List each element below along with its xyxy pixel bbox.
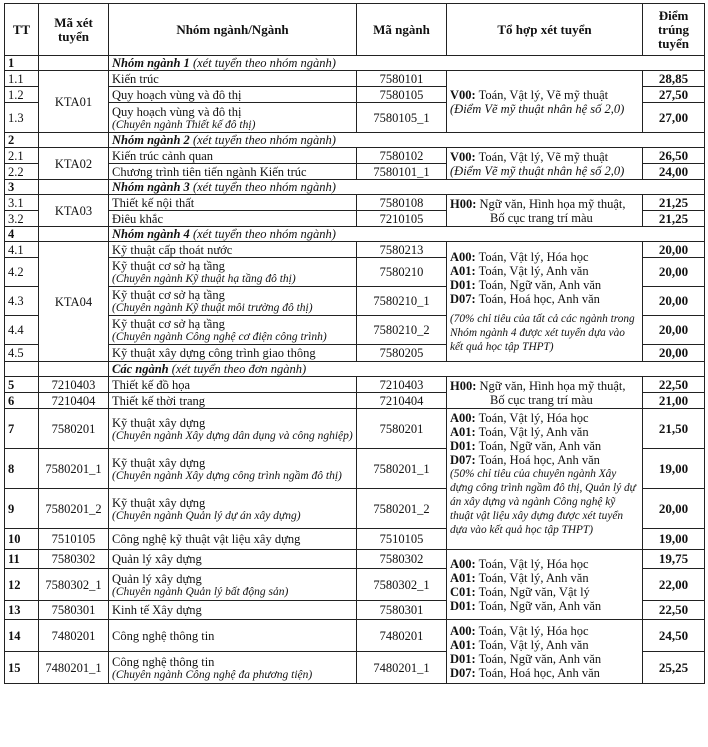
cell-text: Công nghệ thông tin: [112, 654, 215, 669]
cell-text: (xét tuyển theo nhóm ngành): [192, 56, 336, 70]
table-cell: Quy hoạch vùng và đô thị: [109, 87, 357, 103]
cell-text: Toán, Vật lý, Anh văn: [475, 637, 589, 652]
table-cell: 4: [5, 227, 39, 242]
table-cell: Thiết kế nội thất: [109, 195, 357, 211]
cell-text: (Chuyên ngành Thiết kế đô thị): [112, 118, 256, 131]
table-cell: [109, 569, 357, 601]
table-cell: 3.2: [5, 211, 39, 227]
table-cell: 7480201_1: [357, 652, 447, 684]
cell-text: [450, 453, 639, 467]
table-cell: 7580101_1: [357, 164, 447, 180]
cell-text: (xét tuyển theo nhóm ngành): [192, 180, 336, 194]
table-cell: 7580101: [357, 71, 447, 87]
group-tt: 1: [5, 56, 39, 71]
table-cell: 7580201_1: [357, 449, 447, 489]
table-cell: Kiến trúc cảnh quan: [109, 148, 357, 164]
table-cell: [109, 227, 705, 242]
table-cell: KTA03: [39, 195, 109, 227]
combo-cell: [447, 71, 643, 133]
table-cell: 7480201: [39, 620, 109, 652]
table-cell: 28,85: [643, 71, 705, 87]
header-diem: Điểm trúng tuyển: [643, 4, 705, 56]
table-cell: 19,75: [643, 550, 705, 569]
table-cell: 3.1: [5, 195, 39, 211]
table-cell: Kinh tế Xây dựng: [109, 601, 357, 620]
cell-text: [450, 638, 639, 652]
cell-text: A01:: [450, 637, 476, 652]
table-cell: 7580201_2: [357, 489, 447, 529]
table-cell: [109, 258, 357, 287]
cell-text: [450, 425, 639, 439]
cell-text: D01:: [450, 439, 476, 453]
cell-text: (Chuyên ngành Quản lý dự án xây dựng): [112, 509, 301, 522]
table-cell: 21,25: [643, 211, 705, 227]
cell-text: [450, 557, 639, 571]
table-cell: 7210403: [39, 377, 109, 393]
table-cell: 7580201_2: [39, 489, 109, 529]
table-cell: 20,00: [643, 316, 705, 345]
cell-text: Toán, Vật lý, Anh văn: [475, 570, 589, 585]
table-cell: 7580301: [357, 601, 447, 620]
cell-text: (Điểm Vẽ mỹ thuật nhân hệ số 2,0): [450, 101, 625, 116]
cell-text: Ngữ văn, Hình họa mỹ thuật,: [476, 196, 626, 211]
table-cell: 14: [5, 620, 39, 652]
table-cell: 2.2: [5, 164, 39, 180]
table-row: [5, 242, 705, 258]
cell-text: [450, 278, 639, 292]
cell-text: Ngữ văn, Hình họa mỹ thuật,: [476, 378, 626, 393]
cell-text: [450, 652, 639, 666]
table-cell: 24,00: [643, 164, 705, 180]
cell-text: Toán, Ngữ văn, Vật lý: [475, 584, 590, 599]
table-cell: [39, 362, 109, 377]
table-cell: 27,00: [643, 103, 705, 133]
table-cell: 4.1: [5, 242, 39, 258]
table-cell: Công nghệ thông tin: [109, 620, 357, 652]
cell-text: [450, 88, 639, 102]
cell-text: A01:: [450, 263, 476, 278]
table-cell: 7580302: [39, 550, 109, 569]
admission-score-table: [4, 3, 705, 684]
table-cell: 7580108: [357, 195, 447, 211]
table-cell: Quản lý xây dựng: [109, 550, 357, 569]
table-cell: 7210403: [357, 377, 447, 393]
group-code: KTA01: [39, 71, 109, 133]
cell-text: Quy hoạch vùng và đô thị: [112, 104, 242, 119]
table-row: [5, 409, 705, 449]
table-cell: 24,50: [643, 620, 705, 652]
cell-text: (Chuyên ngành Xây dựng công trình ngầm đô thị): [112, 469, 342, 482]
cell-text: (Điểm Vẽ mỹ thuật nhân hệ số 2,0): [450, 163, 625, 178]
table-cell: 1.2: [5, 87, 39, 103]
cell-text: (Chuyên ngành Công nghệ cơ điện công trình): [112, 331, 327, 343]
cell-text: (50% chỉ tiêu của chuyên ngành Xây dựng công trình ngầm đô thị, Quản lý dự án xây dựng và ngành Công nghệ kỹ thuật vật liệu xây dựng được xét tuyển dựa vào kết quả học tập THPT): [450, 468, 636, 536]
cell-text: Kỹ thuật cơ sở hạ tầng: [112, 288, 225, 302]
table-cell: 4.4: [5, 316, 39, 345]
cell-text: (Chuyên ngành Xây dựng dân dụng và công nghiệp): [112, 429, 353, 442]
table-cell: 2: [5, 133, 39, 148]
table-cell: 21,25: [643, 195, 705, 211]
cell-text: V00:: [450, 87, 476, 102]
table-cell: 22,50: [643, 377, 705, 393]
table-cell: 7580205: [357, 345, 447, 362]
table-cell: 5: [5, 377, 39, 393]
table-cell: 1.3: [5, 103, 39, 133]
table-cell: [109, 409, 357, 449]
table-cell: 20,00: [643, 258, 705, 287]
table-cell: 7580201_1: [39, 449, 109, 489]
cell-text: Toán, Vật lý, Hóa học: [475, 249, 589, 264]
cell-text: (xét tuyển theo nhóm ngành): [192, 227, 336, 241]
cell-text: Quản lý xây dựng: [112, 571, 202, 586]
cell-text: A00:: [450, 411, 476, 425]
cell-text: [450, 197, 639, 211]
table-cell: 12: [5, 569, 39, 601]
table-cell: [109, 449, 357, 489]
table-cell: [109, 103, 357, 133]
cell-text: Nhóm ngành 4: [112, 227, 190, 241]
cell-text: [450, 292, 639, 306]
cell-text: Bố cục trang trí màu: [490, 392, 593, 407]
table-cell: 20,00: [643, 489, 705, 529]
cell-text: D07:: [450, 291, 476, 306]
table-row: [5, 148, 705, 164]
table-cell: KTA04: [39, 242, 109, 362]
cell-text: A01:: [450, 570, 476, 585]
table-cell: Kiến trúc: [109, 71, 357, 87]
table-cell: 15: [5, 652, 39, 684]
cell-text: Toán, Vật lý, Anh văn: [475, 263, 589, 278]
cell-text: [450, 411, 639, 425]
table-cell: [39, 227, 109, 242]
group-row: [5, 362, 705, 377]
table-row: [5, 550, 705, 569]
cell-text: Kỹ thuật cơ sở hạ tầng: [112, 317, 225, 331]
table-cell: 7480201_1: [39, 652, 109, 684]
table-cell: 4.2: [5, 258, 39, 287]
table-cell: [447, 377, 643, 409]
table-cell: 22,50: [643, 601, 705, 620]
cell-text: [450, 571, 639, 585]
cell-text: Toán, Ngữ văn, Anh văn: [475, 439, 602, 453]
cell-text: (Chuyên ngành Quản lý bất động sản): [112, 585, 289, 598]
table-cell: 1.1: [5, 71, 39, 87]
table-cell: 7580201: [39, 409, 109, 449]
table-cell: Điêu khắc: [109, 211, 357, 227]
table-cell: 9: [5, 489, 39, 529]
cell-text: Toán, Hoá học, Anh văn: [475, 665, 600, 680]
cell-text: (Chuyên ngành Công nghệ đa phương tiện): [112, 668, 313, 681]
cell-text: A00:: [450, 249, 476, 264]
table-cell: [109, 180, 705, 195]
table-cell: 25,25: [643, 652, 705, 684]
table-cell: 7580210_1: [357, 287, 447, 316]
table-cell: 7580201: [357, 409, 447, 449]
table-cell: [447, 620, 643, 684]
cell-text: Các ngành: [112, 362, 169, 376]
table-cell: 7210404: [39, 393, 109, 409]
table-cell: 7580302: [357, 550, 447, 569]
cell-text: Toán, Vật lý, Anh văn: [475, 425, 589, 439]
table-cell: 7510105: [357, 529, 447, 550]
group-title: [109, 56, 705, 71]
table-cell: 4.5: [5, 345, 39, 362]
table-cell: Chương trình tiên tiến ngành Kiến trúc: [109, 164, 357, 180]
table-cell: 7: [5, 409, 39, 449]
table-cell: 10: [5, 529, 39, 550]
cell-text: Bố cục trang trí màu: [490, 210, 593, 225]
cell-text: [450, 379, 639, 393]
cell-text: [450, 250, 639, 264]
cell-text: (xét tuyển theo đơn ngành): [171, 362, 307, 376]
cell-text: Toán, Hoá học, Anh văn: [475, 453, 600, 467]
table-cell: [5, 362, 39, 377]
table-cell: 7480201: [357, 620, 447, 652]
table-cell: [447, 148, 643, 180]
table-cell: 7210105: [357, 211, 447, 227]
cell-text: H00:: [450, 196, 477, 211]
table-cell: 2.1: [5, 148, 39, 164]
header-row: [5, 4, 705, 56]
table-cell: 7580105_1: [357, 103, 447, 133]
cell-text: Kỹ thuật xây dựng: [112, 455, 206, 470]
table-cell: 20,00: [643, 242, 705, 258]
table-cell: 8: [5, 449, 39, 489]
table-cell: 21,50: [643, 409, 705, 449]
group-row: [5, 180, 705, 195]
cell-text: A00:: [450, 623, 476, 638]
cell-text: Toán, Ngữ văn, Anh văn: [475, 277, 602, 292]
table-row: [5, 620, 705, 652]
cell-text: D01:: [450, 277, 476, 292]
table-cell: Kỹ thuật xây dựng công trình giao thông: [109, 345, 357, 362]
cell-text: C01:: [450, 584, 476, 599]
cell-text: Toán, Ngữ văn, Anh văn: [475, 651, 602, 666]
table-cell: 7580102: [357, 148, 447, 164]
table-cell: 20,00: [643, 345, 705, 362]
table-cell: [109, 133, 705, 148]
cell-text: D01:: [450, 598, 476, 613]
cell-text: Kỹ thuật xây dựng: [112, 495, 206, 510]
cell-text: [450, 264, 639, 278]
table-cell: 22,00: [643, 569, 705, 601]
cell-text: [450, 585, 639, 599]
cell-text: H00:: [450, 378, 477, 393]
cell-text: Toán, Vật lý, Vẽ mỹ thuật: [475, 87, 609, 102]
table-cell: [39, 180, 109, 195]
header-nhom-nganh: Nhóm ngành/Ngành: [109, 4, 357, 56]
table-cell: [447, 409, 643, 550]
table-cell: 7580210: [357, 258, 447, 287]
cell-text: Toán, Vật lý, Hóa học: [475, 556, 589, 571]
table-cell: 20,00: [643, 287, 705, 316]
table-cell: 13: [5, 601, 39, 620]
table-cell: 4.3: [5, 287, 39, 316]
table-cell: [447, 242, 643, 362]
table-cell: 26,50: [643, 148, 705, 164]
table-row: [5, 195, 705, 211]
table-cell: Thiết kế đồ họa: [109, 377, 357, 393]
group-row: [5, 56, 705, 71]
cell-text: Toán, Hoá học, Anh văn: [475, 291, 600, 306]
table-cell: 27,50: [643, 87, 705, 103]
cell-text: [450, 666, 639, 680]
table-row: [5, 377, 705, 393]
table-cell: 7580302_1: [39, 569, 109, 601]
table-cell: 6: [5, 393, 39, 409]
header-to-hop: Tổ hợp xét tuyển: [447, 4, 643, 56]
cell-text: Nhóm ngành 2: [112, 133, 190, 147]
header-ma-xet-tuyen: Mã xét tuyển: [39, 4, 109, 56]
cell-text: (Chuyên ngành Kỹ thuật hạ tầng đô thị): [112, 273, 296, 285]
table-cell: 7580105: [357, 87, 447, 103]
cell-text: V00:: [450, 149, 476, 164]
table-cell: [109, 652, 357, 684]
cell-text: Toán, Vật lý, Vẽ mỹ thuật: [475, 149, 609, 164]
cell-text: A01:: [450, 425, 476, 439]
table-cell: [109, 316, 357, 345]
cell-text: (70% chỉ tiêu của tất cả các ngành trong Nhóm ngành 4 được xét tuyển dựa vào kết quả học tập THPT): [450, 312, 635, 353]
table-cell: [109, 489, 357, 529]
table-cell: [39, 56, 109, 71]
group-row: [5, 133, 705, 148]
table-cell: 19,00: [643, 449, 705, 489]
table-cell: Thiết kế thời trang: [109, 393, 357, 409]
table-cell: 21,00: [643, 393, 705, 409]
cell-text: Toán, Vật lý, Hóa học: [475, 411, 589, 425]
table-cell: 7510105: [39, 529, 109, 550]
header-ma-nganh: Mã ngành: [357, 4, 447, 56]
table-cell: 7580210_2: [357, 316, 447, 345]
table-cell: Công nghệ kỹ thuật vật liệu xây dựng: [109, 529, 357, 550]
table-cell: [109, 362, 705, 377]
cell-text: Toán, Vật lý, Hóa học: [475, 623, 589, 638]
header-tt: TT: [5, 4, 39, 56]
cell-text: Nhóm ngành 1: [112, 56, 190, 70]
cell-text: [450, 624, 639, 638]
table-cell: [447, 195, 643, 227]
table-cell: 7210404: [357, 393, 447, 409]
table-cell: 7580213: [357, 242, 447, 258]
group-row: [5, 227, 705, 242]
cell-text: A00:: [450, 556, 476, 571]
cell-text: [450, 439, 639, 453]
table-cell: 3: [5, 180, 39, 195]
table-cell: 7580301: [39, 601, 109, 620]
table-row: [5, 71, 705, 87]
cell-text: Toán, Ngữ văn, Anh văn: [475, 598, 602, 613]
cell-text: (xét tuyển theo nhóm ngành): [192, 133, 336, 147]
table-cell: KTA02: [39, 148, 109, 180]
cell-text: [450, 599, 639, 613]
cell-text: D01:: [450, 651, 476, 666]
cell-text: D07:: [450, 453, 476, 467]
table-cell: [109, 287, 357, 316]
cell-text: D07:: [450, 665, 476, 680]
table-cell: 19,00: [643, 529, 705, 550]
table-cell: [39, 133, 109, 148]
table-cell: Kỹ thuật cấp thoát nước: [109, 242, 357, 258]
cell-text: (Chuyên ngành Kỹ thuật môi trường đô thị): [112, 302, 313, 314]
table-cell: 11: [5, 550, 39, 569]
cell-text: Kỹ thuật xây dựng: [112, 415, 206, 430]
cell-text: Kỹ thuật cơ sở hạ tầng: [112, 259, 225, 273]
table-cell: 7580302_1: [357, 569, 447, 601]
cell-text: Nhóm ngành 3: [112, 180, 190, 194]
table-cell: [447, 550, 643, 620]
cell-text: [450, 150, 639, 164]
